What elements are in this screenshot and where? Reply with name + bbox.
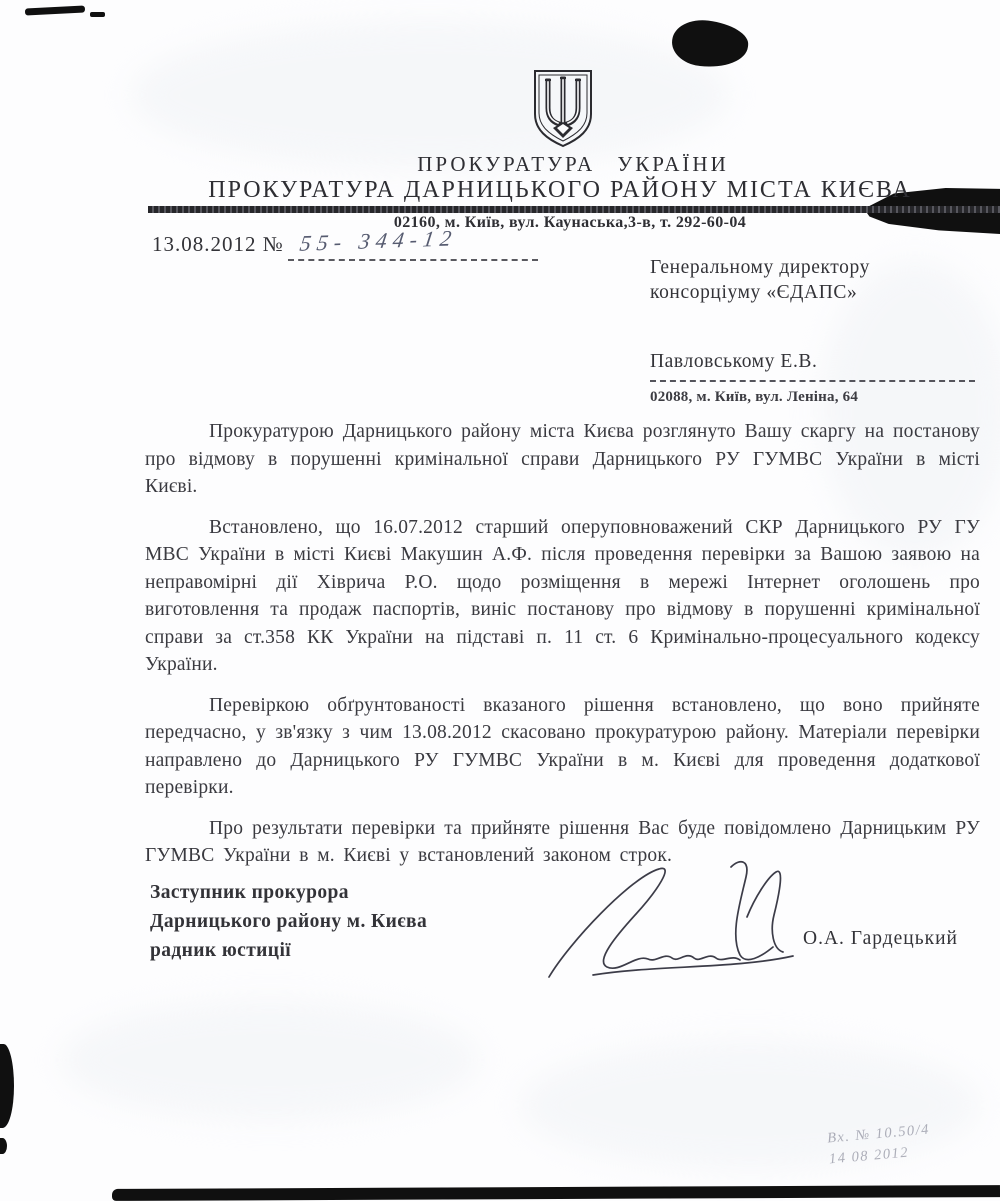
handwritten-ref-number: 55- 344-12 — [298, 225, 459, 256]
signer-title-line2: Дарницького району м. Києва — [150, 911, 428, 932]
scan-shading-top — [130, 20, 730, 170]
paragraph-3: Перевіркою обґрунтованості вказаного рішення встановлено, що воно прийняте передчасно, у зв'язку з чим 13.08.2012 скасовано прокуратурою району. Матеріали перевірки направлено до Дарницького РУ ГУМВС України в м. Києві для проведення додаткової перевірки. — [145, 694, 980, 798]
recipient-block — [650, 255, 975, 410]
scan-artifact-top-left-2 — [90, 12, 105, 17]
letter-date-number: 13.08.2012 № — [152, 232, 284, 256]
paragraph-1: Прокуратурою Дарницького району міста Києва розглянуто Вашу скаргу на постанову про відмову в порушенні кримінальної справи Дарницького РУ ГУМВС України в місті Києві. — [145, 421, 980, 497]
org-address-line: 02160, м. Київ, вул. Каунаська,3-в, т. 292-60-04 — [393, 214, 747, 231]
signer-titles — [150, 878, 427, 965]
recipient-address: 02088, м. Київ, вул. Леніна, 64 — [650, 389, 859, 405]
handwritten-signature — [535, 855, 805, 990]
ukraine-trident-emblem-icon — [531, 68, 595, 155]
signer-title-line3: радник юстиції — [150, 940, 292, 961]
paragraph-2: Встановлено, що 16.07.2012 старший оперуповноважений СКР Дарницького РУ ГУ МВС України в місті Києві Макушин А.Ф. після проведення перевірки за Вашою заявою на неправомірні дії Хіврича Р.О. щодо розміщення в мережі Інтернет оголошень про виготовлення та продаж паспортів, виніс постанову про відмову в порушенні кримінальної справи за ст.358 КК України на підставі п. 11 ст. 6 Кримінально-процесуального кодексу України. — [145, 516, 980, 675]
recipient-name: Павловському Е.В. — [650, 351, 818, 372]
paragraph-4: Про результати перевірки та прийняте рішення Вас буде повідомлено Дарницьким РУ ГУМВС України в м. Києві у встановлений законом строк. — [145, 817, 980, 866]
recipient-line1: Генеральному директору — [650, 257, 870, 278]
stamp-note-line2: 14 08 2012 — [828, 1144, 910, 1168]
scan-artifact-bottom-bar — [112, 1185, 1000, 1201]
signer-title-line1: Заступник прокурора — [150, 882, 349, 903]
ref-number-underline — [288, 259, 538, 261]
org-name-title: ПРОКУРАТУРА ДАРНИЦЬКОГО РАЙОНУ МІСТА КИЄВА — [208, 177, 912, 203]
letter-body — [145, 418, 980, 883]
org-parent-title: ПРОКУРАТУРА УКРАЇНИ — [417, 152, 729, 176]
incoming-stamp-note — [826, 1120, 932, 1171]
scan-shading-bottom-left — [60, 1000, 480, 1120]
scan-artifact-left-dot — [0, 1138, 7, 1154]
recipient-line2: консорціуму «ЄДАПС» — [650, 282, 858, 303]
scan-artifact-top-left-1 — [25, 5, 85, 15]
header-rule — [148, 206, 1000, 213]
signer-name: О.А. Гардецький — [803, 928, 958, 949]
stamp-note-line1: Вх. № 10.50/4 — [826, 1121, 931, 1147]
scan-artifact-left-blob — [0, 1044, 14, 1128]
recipient-dashed-rule — [650, 380, 975, 382]
